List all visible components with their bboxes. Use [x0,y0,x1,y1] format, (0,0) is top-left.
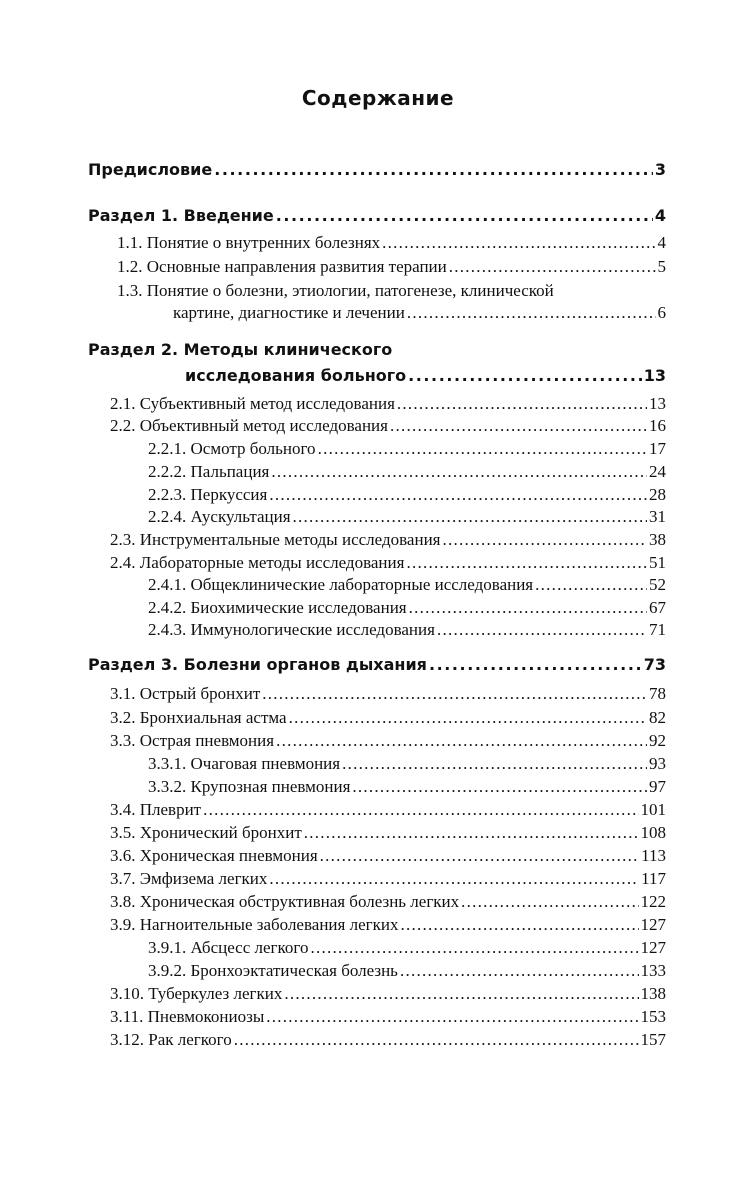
dot-leader [304,823,639,843]
toc-entry-page: 122 [640,892,666,911]
toc-entry-label: 2.4.3. Иммунологические исследования [148,620,435,639]
toc-entry[interactable] [117,233,666,253]
toc-entry-page: 127 [640,915,666,934]
toc-entry-label: 3.9.2. Бронхоэктатическая болезнь [148,961,398,980]
toc-entry-page: 153 [640,1007,666,1026]
dot-leader [318,439,647,459]
toc-entry[interactable] [110,915,666,935]
toc-entry-page: 24 [649,462,666,481]
toc-entry-label: 3.11. Пневмокониозы [110,1007,265,1026]
toc-entry[interactable] [148,575,666,595]
toc-entry[interactable] [110,684,666,704]
dot-leader [397,394,647,414]
dot-leader [262,684,647,704]
toc-entry[interactable] [148,754,666,774]
dot-leader [382,233,655,253]
toc-entry-label-line1[interactable]: 1.3. Понятие о болезни, этиологии, патогенезе, клинической [117,281,554,300]
toc-entry-label: 3.9. Нагноительные заболевания легких [110,915,399,934]
dot-leader [269,485,647,505]
toc-entry-page: 157 [640,1030,666,1049]
dot-leader [320,846,639,866]
toc-entry-label: 3.2. Бронхиальная астма [110,708,287,727]
dot-leader [266,1007,638,1027]
toc-entry[interactable] [148,485,666,505]
toc-entry[interactable] [148,462,666,482]
dot-leader [429,655,642,675]
toc-entry-label: 3.1. Острый бронхит [110,684,261,703]
toc-entry[interactable] [110,530,666,550]
dot-leader [400,961,639,981]
toc-entry[interactable] [110,708,666,728]
toc-entry-page: 133 [640,961,666,980]
dot-leader [342,754,647,774]
toc-entry-label: исследования больного [185,366,407,385]
toc-entry-page: 67 [649,598,666,617]
toc-entry-page: 78 [649,684,666,703]
toc-entry-label: 2.4. Лабораторные методы исследования [110,553,405,572]
toc-entry-label: 2.3. Инструментальные методы исследования [110,530,441,549]
toc-entry[interactable] [110,846,666,866]
toc-entry-page: 71 [649,620,666,639]
toc-entry-page: 3 [654,160,666,179]
dot-leader [269,869,639,889]
toc-entry-label: 2.2.3. Перкуссия [148,485,268,504]
toc-entry-page: 93 [649,754,666,773]
toc-entry-page: 101 [640,800,666,819]
dot-leader [284,984,638,1004]
toc-entry-page: 4 [654,206,666,225]
toc-entry-page: 16 [649,416,666,435]
toc-section-2-title-line1[interactable]: Раздел 2. Методы клинического [88,340,393,359]
toc-entry-page: 13 [643,366,666,385]
toc-entry-page: 138 [640,984,666,1003]
toc-entry[interactable] [148,938,666,958]
dot-leader [400,915,638,935]
toc-entry-label: 2.4.2. Биохимические исследования [148,598,407,617]
toc-entry-page: 13 [649,394,666,413]
toc-entry[interactable] [117,257,666,277]
toc-entry-label: 3.5. Хронический бронхит [110,823,302,842]
toc-entry-page: 52 [649,575,666,594]
dot-leader [408,366,642,386]
toc-entry-page: 73 [643,655,666,674]
toc-entry-label: 3.3.1. Очаговая пневмония [148,754,341,773]
dot-leader [390,416,647,436]
toc-entry-label: 3.4. Плеврит [110,800,202,819]
toc-entry[interactable] [148,777,666,797]
dot-leader [443,530,648,550]
toc-entry-page: 97 [649,777,666,796]
toc-entry-page: 31 [649,507,666,526]
toc-entry-page: 4 [657,233,666,252]
toc-entry[interactable] [110,869,666,889]
toc-entry[interactable] [110,731,666,751]
dot-leader [352,777,647,797]
toc-entry-label: 3.10. Туберкулез легких [110,984,283,1003]
dot-leader [276,206,653,226]
toc-entry-label: 3.8. Хроническая обструктивная болезнь легких [110,892,460,911]
toc-entry[interactable] [173,303,666,323]
toc-entry-page: 113 [641,846,666,865]
toc-entry[interactable] [110,1007,666,1027]
toc-entry[interactable] [110,394,666,414]
toc-entry-page: 5 [657,257,666,276]
dot-leader [449,257,656,277]
toc-entry-label: 2.2.4. Аускультация [148,507,291,526]
toc-entry-label: 2.2. Объективный метод исследования [110,416,388,435]
toc-entry-page: 82 [649,708,666,727]
dot-leader [214,160,653,180]
toc-entry[interactable] [110,1030,666,1050]
toc-entry[interactable] [110,800,666,820]
toc-entry-label: 2.1. Субъективный метод исследования [110,394,395,413]
dot-leader [409,598,647,618]
toc-entry-label: 3.9.1. Абсцесс легкого [148,938,309,957]
toc-entry-label: 3.12. Рак легкого [110,1030,232,1049]
toc-entry[interactable] [148,439,666,459]
toc-section-2[interactable] [185,366,666,386]
toc-entry[interactable] [110,823,666,843]
dot-leader [406,553,647,573]
toc-entry-page: 127 [640,938,666,957]
toc-entry-label: 2.2.2. Пальпация [148,462,270,481]
toc-entry[interactable] [110,553,666,573]
dot-leader [234,1030,639,1050]
dot-leader [271,462,647,482]
toc-entry-label: картине, диагностике и лечении [173,303,405,322]
toc-entry-page: 17 [649,439,666,458]
toc-entry-label: Раздел 1. Введение [88,206,274,225]
toc-entry-label: 1.2. Основные направления развития терапии [117,257,447,276]
dot-leader [310,938,638,958]
toc-entry-label: 1.1. Понятие о внутренних болезнях [117,233,381,252]
toc-entry-preface[interactable] [88,160,666,180]
toc-entry[interactable] [148,961,666,981]
toc-entry-label: 3.3. Острая пневмония [110,731,275,750]
toc-entry-label: 3.7. Эмфизема легких [110,869,268,888]
dot-leader [289,708,647,728]
toc-section-3[interactable] [88,655,666,675]
toc-entry[interactable] [110,892,666,912]
toc-entry-label: 3.3.2. Крупозная пневмония [148,777,351,796]
toc-entry-page: 51 [649,553,666,572]
dot-leader [407,303,656,323]
toc-entry[interactable] [148,620,666,640]
dot-leader [276,731,647,751]
dot-leader [203,800,638,820]
toc-entry-label: Раздел 3. Болезни органов дыхания [88,655,427,674]
toc-entry-page: 28 [649,485,666,504]
toc-entry-page: 38 [649,530,666,549]
dot-leader [461,892,638,912]
toc-entry-page: 117 [641,869,666,888]
page-title: Содержание [301,86,455,110]
dot-leader [437,620,647,640]
toc-entry-page: 92 [649,731,666,750]
dot-leader [293,507,647,527]
toc-entry[interactable] [110,984,666,1004]
toc-entry-page: 108 [640,823,666,842]
toc-entry-label: 2.2.1. Осмотр больного [148,439,316,458]
toc-entry[interactable] [110,416,666,436]
toc-entry-page: 6 [657,303,666,322]
toc-entry[interactable] [148,598,666,618]
toc-entry-label: 3.6. Хроническая пневмония [110,846,318,865]
toc-entry[interactable] [148,507,666,527]
toc-entry-label: Предисловие [88,160,213,179]
dot-leader [535,575,647,595]
toc-section-1[interactable] [88,206,666,226]
toc-entry-label: 2.4.1. Общеклинические лабораторные исследования [148,575,534,594]
